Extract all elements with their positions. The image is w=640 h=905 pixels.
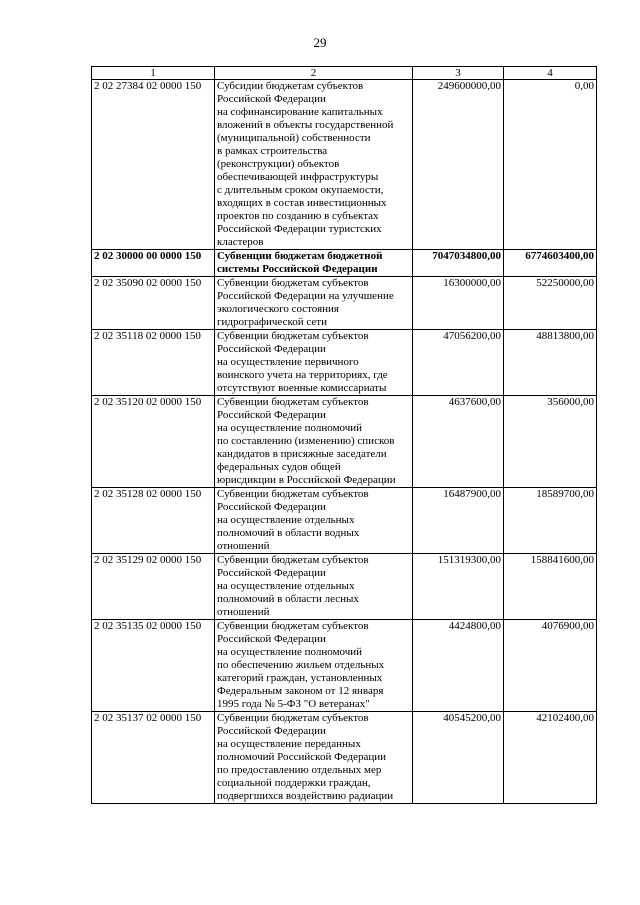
table-row <box>92 330 597 396</box>
item-description: Субвенции бюджетам субъектов Российской Федерации на осуществление переданных полномочий Российской Федерации по предоставлению отдельных мер социальной поддержки граждан, подвергшихся воздействию радиации <box>215 712 413 804</box>
amount-col4: 0,00 <box>504 80 597 250</box>
column-header: 4 <box>504 67 597 80</box>
amount-col3: 16300000,00 <box>413 277 504 330</box>
budget-code: 2 02 35137 02 0000 150 <box>92 712 215 804</box>
amount-col3: 40545200,00 <box>413 712 504 804</box>
amount-col4: 356000,00 <box>504 396 597 488</box>
table-row <box>92 488 597 554</box>
amount-col3: 16487900,00 <box>413 488 504 554</box>
item-description: Субвенции бюджетам субъектов Российской Федерации на осуществление отдельных полномочий в области лесных отношений <box>215 554 413 620</box>
header-row <box>92 67 597 80</box>
table-row <box>92 712 597 804</box>
table-row <box>92 80 597 250</box>
budget-table <box>91 66 597 804</box>
item-description: Субвенции бюджетам субъектов Российской Федерации на улучшение экологического состояния гидрографической сети <box>215 277 413 330</box>
column-header: 2 <box>215 67 413 80</box>
budget-code: 2 02 27384 02 0000 150 <box>92 80 215 250</box>
table-row <box>92 250 597 277</box>
amount-col4: 42102400,00 <box>504 712 597 804</box>
amount-col4: 158841600,00 <box>504 554 597 620</box>
page-number: 29 <box>313 35 327 50</box>
column-header: 1 <box>92 67 215 80</box>
amount-col3: 4637600,00 <box>413 396 504 488</box>
budget-code: 2 02 35128 02 0000 150 <box>92 488 215 554</box>
amount-col4: 48813800,00 <box>504 330 597 396</box>
budget-code: 2 02 30000 00 0000 150 <box>92 250 215 277</box>
budget-code: 2 02 35090 02 0000 150 <box>92 277 215 330</box>
budget-code: 2 02 35129 02 0000 150 <box>92 554 215 620</box>
table-row <box>92 277 597 330</box>
amount-col4: 4076900,00 <box>504 620 597 712</box>
budget-code: 2 02 35135 02 0000 150 <box>92 620 215 712</box>
item-description: Субвенции бюджетам бюджетной системы Российской Федерации <box>215 250 413 277</box>
amount-col4: 52250000,00 <box>504 277 597 330</box>
item-description: Субвенции бюджетам субъектов Российской Федерации на осуществление первичного воинского учета на территориях, где отсутствуют военные комиссариаты <box>215 330 413 396</box>
amount-col4: 6774603400,00 <box>504 250 597 277</box>
amount-col3: 249600000,00 <box>413 80 504 250</box>
budget-code: 2 02 35118 02 0000 150 <box>92 330 215 396</box>
item-description: Субвенции бюджетам субъектов Российской Федерации на осуществление отдельных полномочий в области водных отношений <box>215 488 413 554</box>
budget-code: 2 02 35120 02 0000 150 <box>92 396 215 488</box>
table-row <box>92 396 597 488</box>
column-header: 3 <box>413 67 504 80</box>
amount-col3: 47056200,00 <box>413 330 504 396</box>
amount-col3: 4424800,00 <box>413 620 504 712</box>
amount-col3: 7047034800,00 <box>413 250 504 277</box>
amount-col4: 18589700,00 <box>504 488 597 554</box>
table-row <box>92 620 597 712</box>
amount-col3: 151319300,00 <box>413 554 504 620</box>
item-description: Субсидии бюджетам субъектов Российской Федерации на софинансирование капитальных вложений в объекты государственной (муниципальной) собственности в рамках строительства (реконструкции) объектов обеспечивающей инфраструктуры с длительным сроком окупаемости, входящих в состав инвестиционных проектов по созданию в субъектах Российской Федерации туристских кластеров <box>215 80 413 250</box>
item-description: Субвенции бюджетам субъектов Российской Федерации на осуществление полномочий по обеспечению жильем отдельных категорий граждан, установленных Федеральным законом от 12 января 1995 года № 5-ФЗ "О ветеранах" <box>215 620 413 712</box>
table-row <box>92 554 597 620</box>
item-description: Субвенции бюджетам субъектов Российской Федерации на осуществление полномочий по составлению (изменению) списков кандидатов в присяжные заседатели федеральных судов общей юрисдикции в Российской Федерации <box>215 396 413 488</box>
